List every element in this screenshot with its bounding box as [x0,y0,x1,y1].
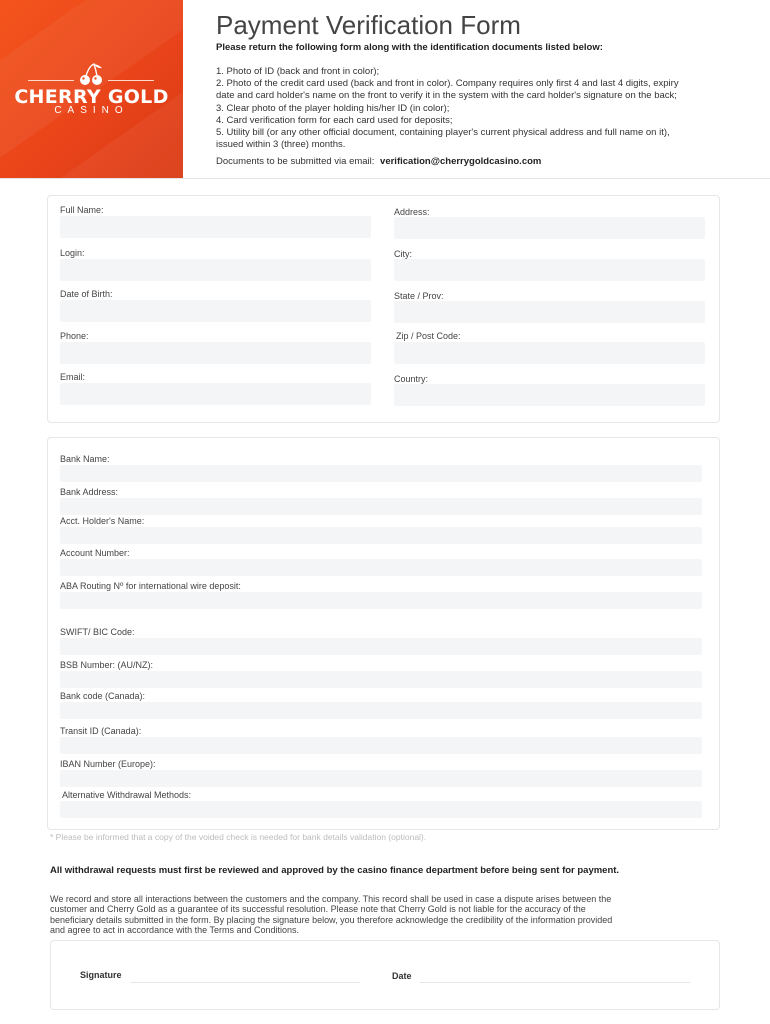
cherries-icon [76,62,106,88]
account-number-label: Account Number: [60,548,130,558]
approval-note: All withdrawal requests must first be reviewed and approved by the casino finance department before being sent for payment. [50,865,620,876]
iban-number-field[interactable] [60,770,702,787]
signature-panel [50,940,720,1010]
logo-rule-right [108,80,154,81]
disclaimer-line: customer and Cherry Gold as a guarantee of its successful resolution. Please note that Cherry Gold is not liable for the accuracy of the [50,904,586,915]
aba-routing-field[interactable] [60,592,702,609]
full-name-field[interactable] [60,216,371,238]
state-prov-label: State / Prov: [394,291,444,301]
country-field[interactable] [394,384,705,406]
address-label: Address: [394,207,430,217]
list-item: date and card holder's name on the front to verify it in the system with the card holder's signature on the back; [216,90,677,102]
header-divider [0,178,770,179]
login-label: Login: [60,248,85,258]
brand-panel [0,0,183,178]
signature-line[interactable] [130,982,360,983]
bank-address-label: Bank Address: [60,487,119,497]
disclaimer-line: We record and store all interactions between the customers and the company. This record shall be used in case a dispute arises between the [50,894,612,904]
zip-post-code-field[interactable] [394,342,705,364]
list-item: 2. Photo of the credit card used (back and front in color). Company requires only first 4 and last 4 digits, expiry [216,78,679,90]
zip-post-code-label: Zip / Post Code: [396,331,461,341]
bank-address-field[interactable] [60,498,702,515]
country-label: Country: [394,374,429,384]
date-label: Date [392,971,412,981]
list-item: 5. Utility bill (or any other official document, containing player's current physical address and full name on it), [216,127,670,139]
alternative-withdrawal-field[interactable] [60,801,702,818]
account-holder-name-field[interactable] [60,527,702,544]
list-item: 1. Photo of ID (back and front in color); [216,66,380,77]
page-title: Payment Verification Form [216,10,521,40]
full-name-label: Full Name: [60,205,104,215]
login-field[interactable] [60,259,371,281]
date-of-birth-field[interactable] [60,300,371,322]
address-field[interactable] [394,217,705,239]
bsb-number-label: BSB Number: (AU/NZ): [60,660,154,670]
swift-bic-field[interactable] [60,638,702,655]
documents-list [216,66,716,151]
date-line[interactable] [420,982,690,983]
voided-check-notice: * Please be informed that a copy of the voided check is needed for bank details validation (optional). [50,832,427,842]
iban-number-label: IBAN Number (Europe): [60,759,156,769]
state-prov-field[interactable] [394,301,705,323]
city-label: City: [394,249,412,259]
transit-id-label: Transit ID (Canada): [60,726,142,736]
brand-subtitle: CASINO [54,105,129,116]
page-subtitle: Please return the following form along with the identification documents listed below: [216,42,603,53]
list-item: issued within 3 (three) months. [216,139,346,151]
phone-label: Phone: [60,331,89,341]
phone-field[interactable] [60,342,371,364]
list-item: 4. Card verification form for each card used for deposits; [216,114,453,126]
account-holder-name-label: Acct. Holder's Name: [60,516,145,526]
email-field[interactable] [60,383,371,405]
transit-id-field[interactable] [60,737,702,754]
disclaimer-line: and agree to act in accordance with the Terms and Conditions. [50,924,299,935]
bank-code-canada-label: Bank code (Canada): [60,691,146,701]
list-item: 3. Clear photo of the player holding his/her ID (in color); [216,102,450,114]
swift-bic-label: SWIFT/ BIC Code: [60,627,135,637]
email-label: Documents to be submitted via email: [216,156,375,167]
bank-name-label: Bank Name: [60,454,110,464]
disclaimer-text [50,894,690,935]
signature-label: Signature [80,970,122,980]
alternative-withdrawal-label: Alternative Withdrawal Methods: [62,790,192,800]
logo-rule-left [28,80,74,81]
bank-name-field[interactable] [60,465,702,482]
bsb-number-field[interactable] [60,671,702,688]
email-field-label: Email: [60,372,86,382]
bank-code-canada-field[interactable] [60,702,702,719]
email-line [216,156,541,167]
account-number-field[interactable] [60,559,702,576]
verification-email-link[interactable]: verification@cherrygoldcasino.com [380,156,542,167]
city-field[interactable] [394,259,705,281]
brand-name: CHERRY GOLD [14,86,169,108]
aba-routing-label: ABA Routing Nº for international wire deposit: [60,581,241,591]
date-of-birth-label: Date of Birth: [60,289,113,299]
disclaimer-line: beneficiary details submitted in the form. By placing the signature below, you therefore acknowledge the credibility of the information provided [50,914,613,925]
